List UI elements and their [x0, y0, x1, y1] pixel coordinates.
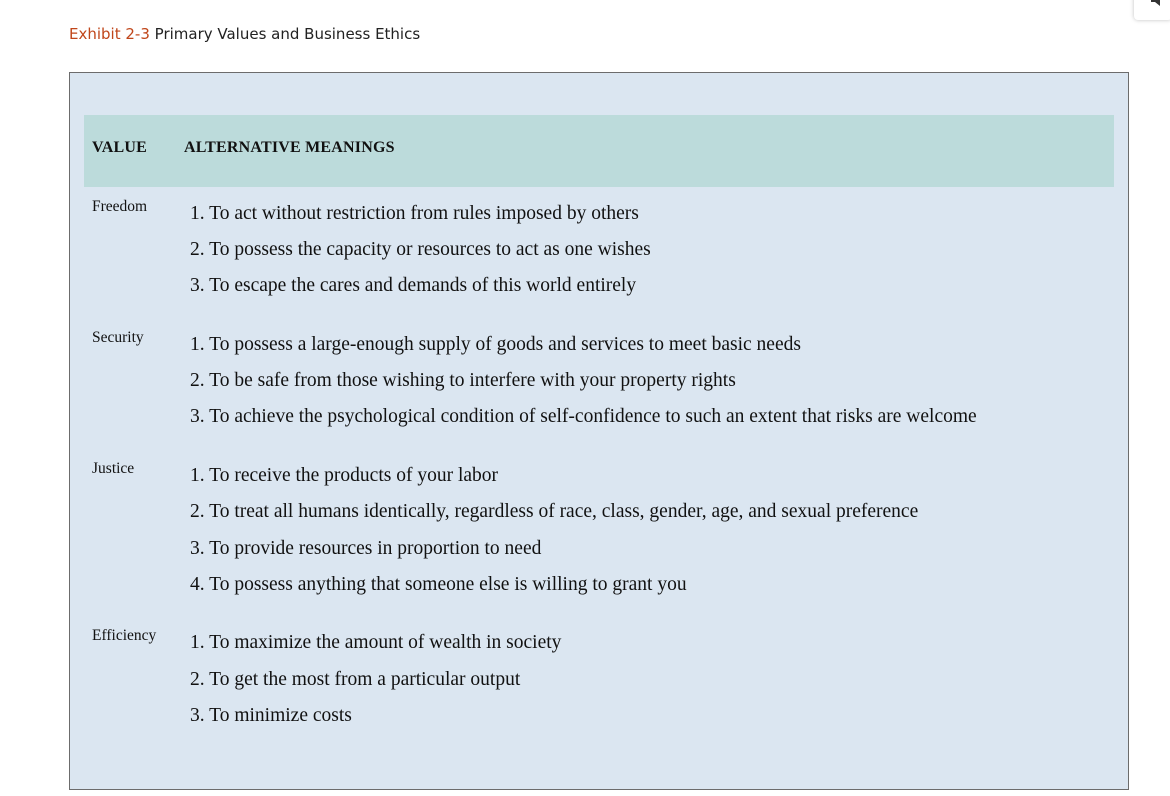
meaning-item: 2. To get the most from a particular output: [190, 669, 521, 690]
exhibit-caption: [69, 25, 420, 43]
meaning-item: 1. To act without restriction from rules imposed by others: [190, 203, 639, 224]
meaning-item: 3. To achieve the psychological condition of self-confidence to such an extent that risks are welcome: [190, 406, 977, 427]
value-security: Security: [92, 329, 144, 346]
meaning-item: 2. To possess the capacity or resources to act as one wishes: [190, 239, 651, 260]
value-freedom: Freedom: [92, 198, 148, 215]
meaning-item: 3. To minimize costs: [190, 705, 352, 726]
speaker-icon: [1150, 0, 1164, 8]
meaning-item: 1. To receive the products of your labor: [190, 465, 499, 486]
meaning-item: 3. To provide resources in proportion to need: [190, 538, 542, 559]
meaning-item: 4. To possess anything that someone else is willing to grant you: [190, 574, 687, 595]
value-efficiency: Efficiency: [92, 627, 157, 644]
header-alternative-meanings: ALTERNATIVE MEANINGS: [184, 139, 395, 156]
exhibit-label: Exhibit 2-3: [69, 25, 150, 43]
table-header: [84, 115, 1114, 187]
meaning-item: 1. To possess a large-enough supply of goods and services to meet basic needs: [190, 334, 801, 355]
meaning-item: 2. To treat all humans identically, regardless of race, class, gender, age, and sexual preference: [190, 501, 919, 522]
audio-toggle[interactable]: [1134, 0, 1170, 20]
meaning-item: 2. To be safe from those wishing to interfere with your property rights: [190, 370, 736, 391]
meaning-item: 3. To escape the cares and demands of this world entirely: [190, 275, 637, 296]
exhibit-table: [69, 72, 1129, 790]
meaning-item: 1. To maximize the amount of wealth in society: [190, 632, 562, 653]
value-justice: Justice: [92, 460, 135, 477]
header-value: VALUE: [92, 139, 147, 156]
exhibit-title: Primary Values and Business Ethics: [154, 25, 421, 43]
